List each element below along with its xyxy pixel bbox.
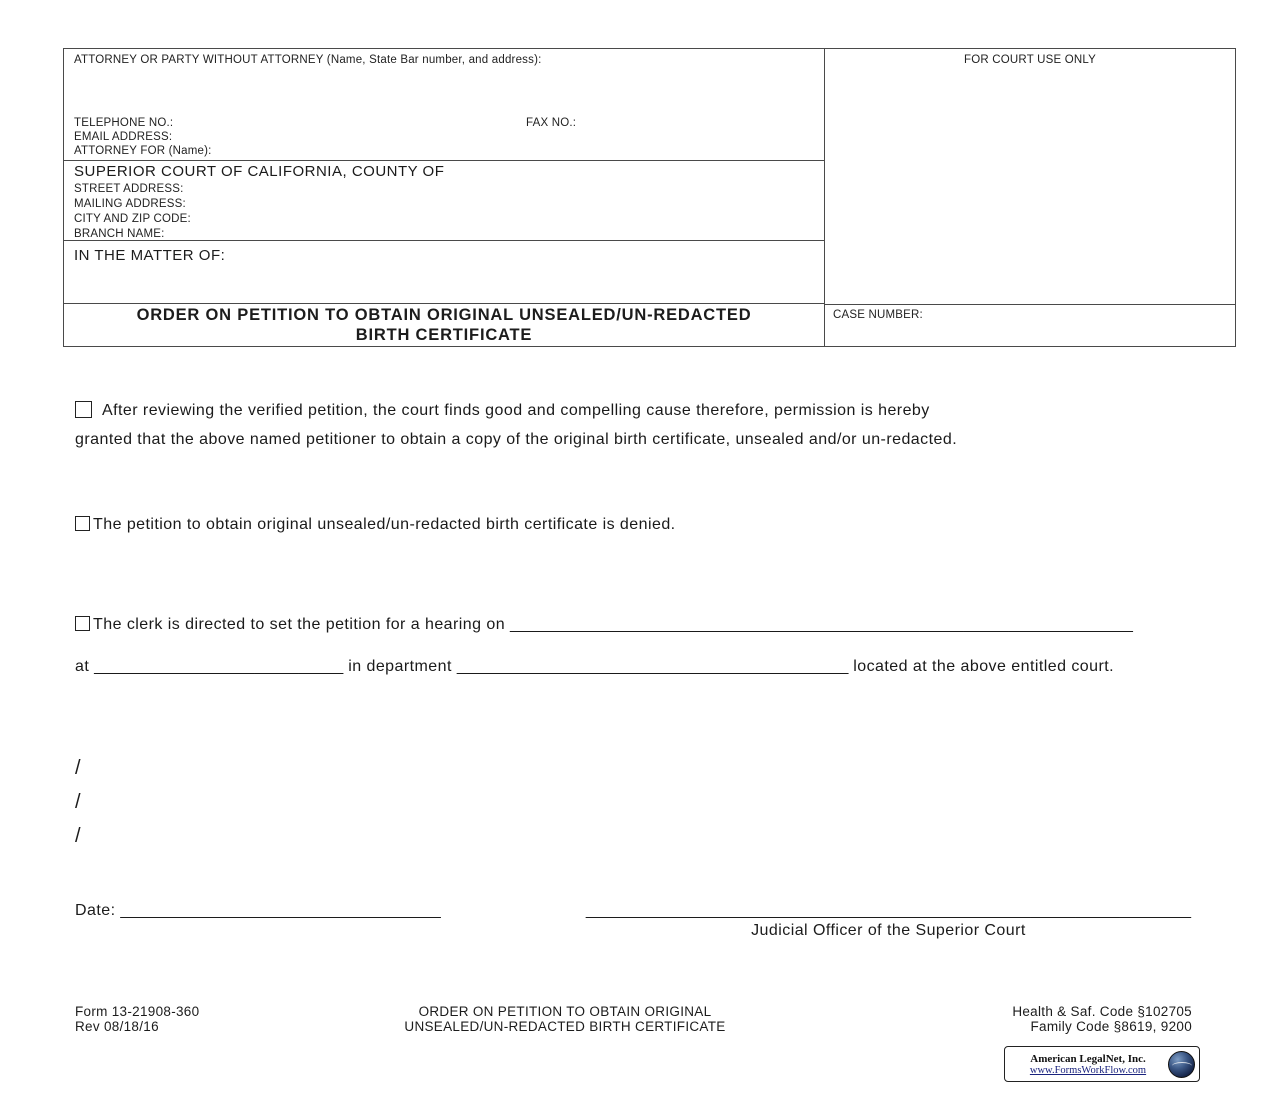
email-label: EMAIL ADDRESS: — [74, 131, 173, 143]
form-title-line1: ORDER ON PETITION TO OBTAIN ORIGINAL UNSEALED/UN-REDACTED — [136, 306, 752, 324]
case-number-label: CASE NUMBER: — [833, 309, 923, 321]
attorney-section — [64, 49, 824, 161]
legalnet-stamp — [1004, 1046, 1200, 1082]
hearing-time-blank: ____________________________ — [94, 658, 344, 675]
form-header-box — [63, 48, 1236, 347]
court-section — [64, 161, 824, 241]
denied-text: The petition to obtain original unsealed/un-redacted birth certificate is denied. — [93, 516, 676, 533]
legalnet-url-link[interactable]: www.FormsWorkFlow.com — [1029, 1064, 1147, 1076]
footer-codes — [1012, 1004, 1192, 1034]
footer-revision: Rev 08/18/16 — [75, 1019, 159, 1034]
continuation-slash-3: / — [75, 825, 81, 847]
footer-title-line1: ORDER ON PETITION TO OBTAIN ORIGINAL — [418, 1004, 712, 1019]
header-left-column — [64, 49, 824, 346]
signature-line: ____________________________________________________________________ — [585, 902, 1191, 919]
hearing-checkbox[interactable] — [75, 616, 90, 631]
legalnet-text — [1011, 1053, 1165, 1076]
footer-title-line2: UNSEALED/UN-REDACTED BIRTH CERTIFICATE — [404, 1019, 726, 1034]
granted-checkbox[interactable] — [75, 401, 92, 418]
fax-label: FAX NO.: — [526, 117, 577, 129]
attorney-label: ATTORNEY OR PARTY WITHOUT ATTORNEY (Name, State Bar number, and address): — [74, 54, 542, 66]
hearing-text: The clerk is directed to set the petition for a hearing on — [93, 616, 506, 633]
attorney-for-label: ATTORNEY FOR (Name): — [74, 145, 212, 157]
granted-text-line2: granted that the above named petitioner to obtain a copy of the original birth certificate, unsealed and/or un-redacted. — [75, 431, 958, 448]
date-blank: ____________________________________ — [120, 902, 441, 919]
form-title-line2: BIRTH CERTIFICATE — [355, 326, 533, 344]
footer-form-info — [75, 1004, 199, 1034]
date-signature-row — [75, 902, 1191, 940]
legalnet-name: American LegalNet, Inc. — [1030, 1052, 1146, 1065]
mailing-address-label: MAILING ADDRESS: — [74, 198, 186, 210]
footer-form-number: Form 13-21908-360 — [75, 1004, 200, 1019]
header-right-column — [824, 49, 1235, 346]
street-address-label: STREET ADDRESS: — [74, 183, 184, 195]
court-use-label: FOR COURT USE ONLY — [963, 54, 1097, 66]
date-label: Date: — [75, 902, 116, 919]
form-title — [64, 304, 824, 346]
date-part — [75, 902, 441, 940]
continuation-slash-1: / — [75, 757, 81, 779]
telephone-label: TELEPHONE NO.: — [74, 117, 174, 129]
denied-paragraph — [75, 510, 1191, 539]
matter-label: IN THE MATTER OF: — [74, 247, 226, 264]
granted-text-line1: After reviewing the verified petition, the court finds good and compelling cause therefore, permission is hereby — [102, 402, 930, 419]
matter-section — [64, 241, 824, 304]
granted-paragraph — [75, 396, 1191, 454]
hearing-paragraph — [75, 610, 1191, 681]
signature-part — [586, 902, 1191, 940]
globe-icon — [1168, 1051, 1195, 1078]
city-zip-label: CITY AND ZIP CODE: — [74, 213, 191, 225]
hearing-date-blank: ______________________________________________________________________ — [510, 616, 1133, 633]
footer-title — [320, 1004, 810, 1034]
case-number-section — [825, 304, 1235, 346]
department-blank: ____________________________________________ — [456, 658, 849, 675]
located-text: located at the above entitled court. — [853, 658, 1115, 675]
at-label: at — [75, 658, 90, 675]
footer-code-1: Health & Saf. Code §102705 — [1012, 1004, 1192, 1019]
branch-name-label: BRANCH NAME: — [74, 228, 165, 240]
denied-checkbox[interactable] — [75, 516, 90, 531]
footer-code-2: Family Code §8619, 9200 — [1030, 1019, 1192, 1034]
department-label: in department — [348, 658, 452, 675]
signature-caption: Judicial Officer of the Superior Court — [751, 922, 1026, 939]
court-title: SUPERIOR COURT OF CALIFORNIA, COUNTY OF — [74, 163, 445, 180]
continuation-slash-2: / — [75, 791, 81, 813]
